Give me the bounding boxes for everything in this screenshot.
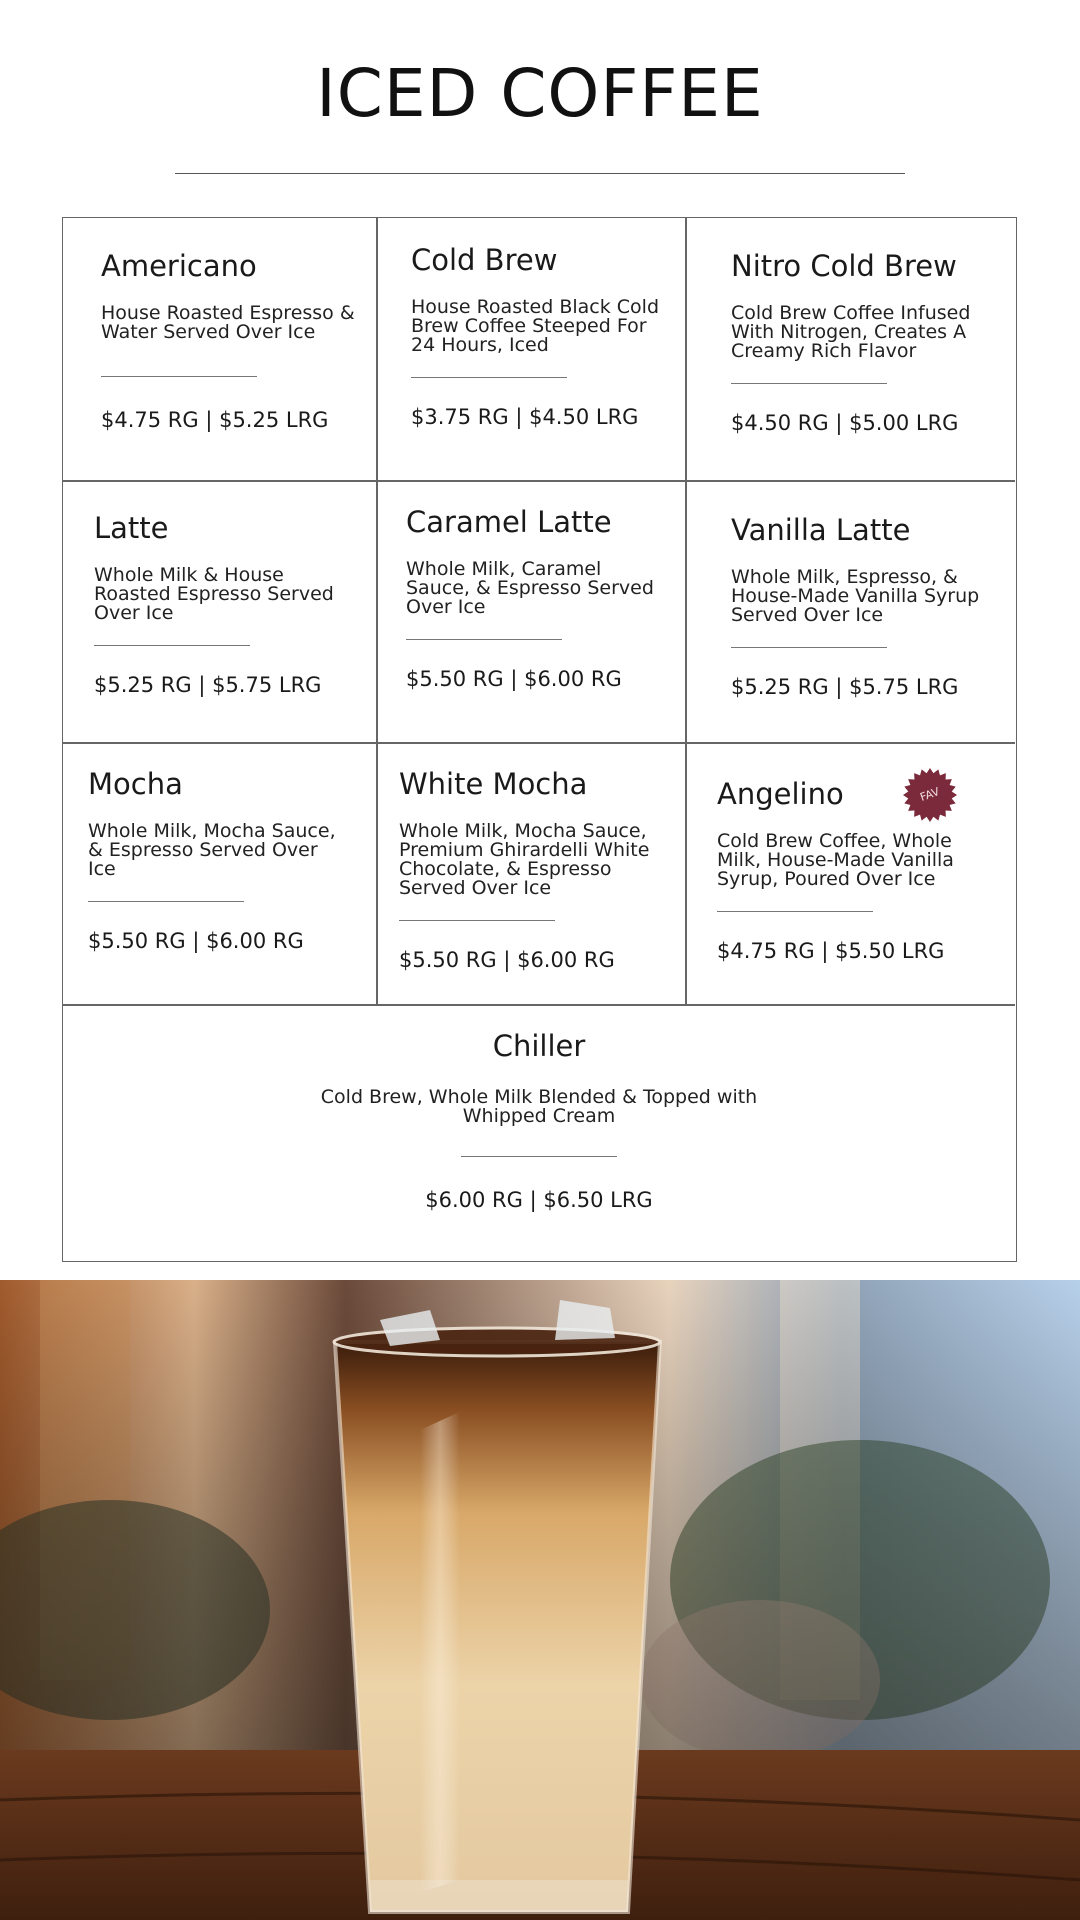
page-title: ICED COFFEE (316, 55, 764, 132)
iced-coffee-glass-image (0, 1280, 1080, 1920)
menu-item (101, 248, 361, 433)
grid-line (63, 1004, 1015, 1006)
fav-label: FAV (918, 785, 942, 805)
item-name: White Mocha (399, 767, 588, 801)
menu-item (94, 510, 354, 698)
item-divider (717, 911, 873, 912)
menu-item (63, 1028, 1015, 1213)
item-divider (411, 377, 567, 378)
item-price: $6.00 RG | $6.50 LRG (425, 1188, 653, 1212)
item-description: House Roasted Espresso & Water Served Over Ice (101, 302, 355, 343)
iced-coffee-photo (0, 1280, 1080, 1920)
item-name: Angelino (717, 777, 844, 811)
item-description: Cold Brew, Whole Milk Blended & Topped with Whipped Cream (320, 1086, 758, 1127)
item-name: Cold Brew (411, 243, 558, 277)
item-name: Americano (101, 249, 257, 283)
item-price: $5.25 RG | $5.75 LRG (731, 675, 959, 699)
item-price: $5.50 RG | $6.00 RG (406, 667, 622, 691)
item-description: Whole Milk & House Roasted Espresso Served Over Ice (94, 564, 334, 624)
item-description: Whole Milk, Mocha Sauce, & Espresso Served Over Ice (88, 820, 336, 880)
item-description: Whole Milk, Mocha Sauce, Premium Ghirardelli White Chocolate, & Espresso Served Over Ice (399, 820, 650, 899)
item-price: $5.50 RG | $6.00 RG (399, 948, 615, 972)
item-name: Mocha (88, 767, 183, 801)
grid-line (376, 218, 378, 1004)
item-name: Latte (94, 511, 169, 545)
menu-item (731, 512, 991, 700)
item-divider (399, 920, 555, 921)
item-price: $5.50 RG | $6.00 RG (88, 929, 304, 953)
menu-item (731, 248, 991, 436)
title-divider (175, 173, 905, 174)
menu-item (406, 504, 666, 692)
item-name: Nitro Cold Brew (731, 249, 957, 283)
menu-item (411, 242, 666, 430)
fav-badge (903, 768, 957, 822)
menu-item (88, 766, 348, 954)
item-divider (731, 383, 887, 384)
item-description: House Roasted Black Cold Brew Coffee Steeped For 24 Hours, Iced (411, 296, 660, 356)
menu-item (399, 766, 669, 973)
item-divider (94, 645, 250, 646)
menu-grid (62, 217, 1017, 1262)
item-name: Vanilla Latte (731, 513, 911, 547)
item-divider (406, 639, 562, 640)
item-divider (88, 901, 244, 902)
item-description: Whole Milk, Espresso, & House-Made Vanilla Syrup Served Over Ice (731, 566, 980, 626)
item-name: Caramel Latte (406, 505, 612, 539)
item-price: $3.75 RG | $4.50 LRG (411, 405, 639, 429)
item-divider (101, 376, 257, 377)
grid-line (63, 742, 1015, 744)
item-price: $4.50 RG | $5.00 LRG (731, 411, 959, 435)
item-divider (461, 1156, 617, 1157)
item-description: Whole Milk, Caramel Sauce, & Espresso Served Over Ice (406, 558, 654, 618)
grid-line (685, 218, 687, 1004)
item-description: Cold Brew Coffee, Whole Milk, House-Made Vanilla Syrup, Poured Over Ice (717, 830, 954, 890)
item-description: Cold Brew Coffee Infused With Nitrogen, Creates A Creamy Rich Flavor (731, 302, 971, 362)
grid-line (63, 480, 1015, 482)
item-divider (731, 647, 887, 648)
item-name: Chiller (492, 1029, 586, 1063)
item-price: $5.25 RG | $5.75 LRG (94, 673, 322, 697)
item-price: $4.75 RG | $5.25 LRG (101, 408, 329, 432)
item-price: $4.75 RG | $5.50 LRG (717, 939, 945, 963)
